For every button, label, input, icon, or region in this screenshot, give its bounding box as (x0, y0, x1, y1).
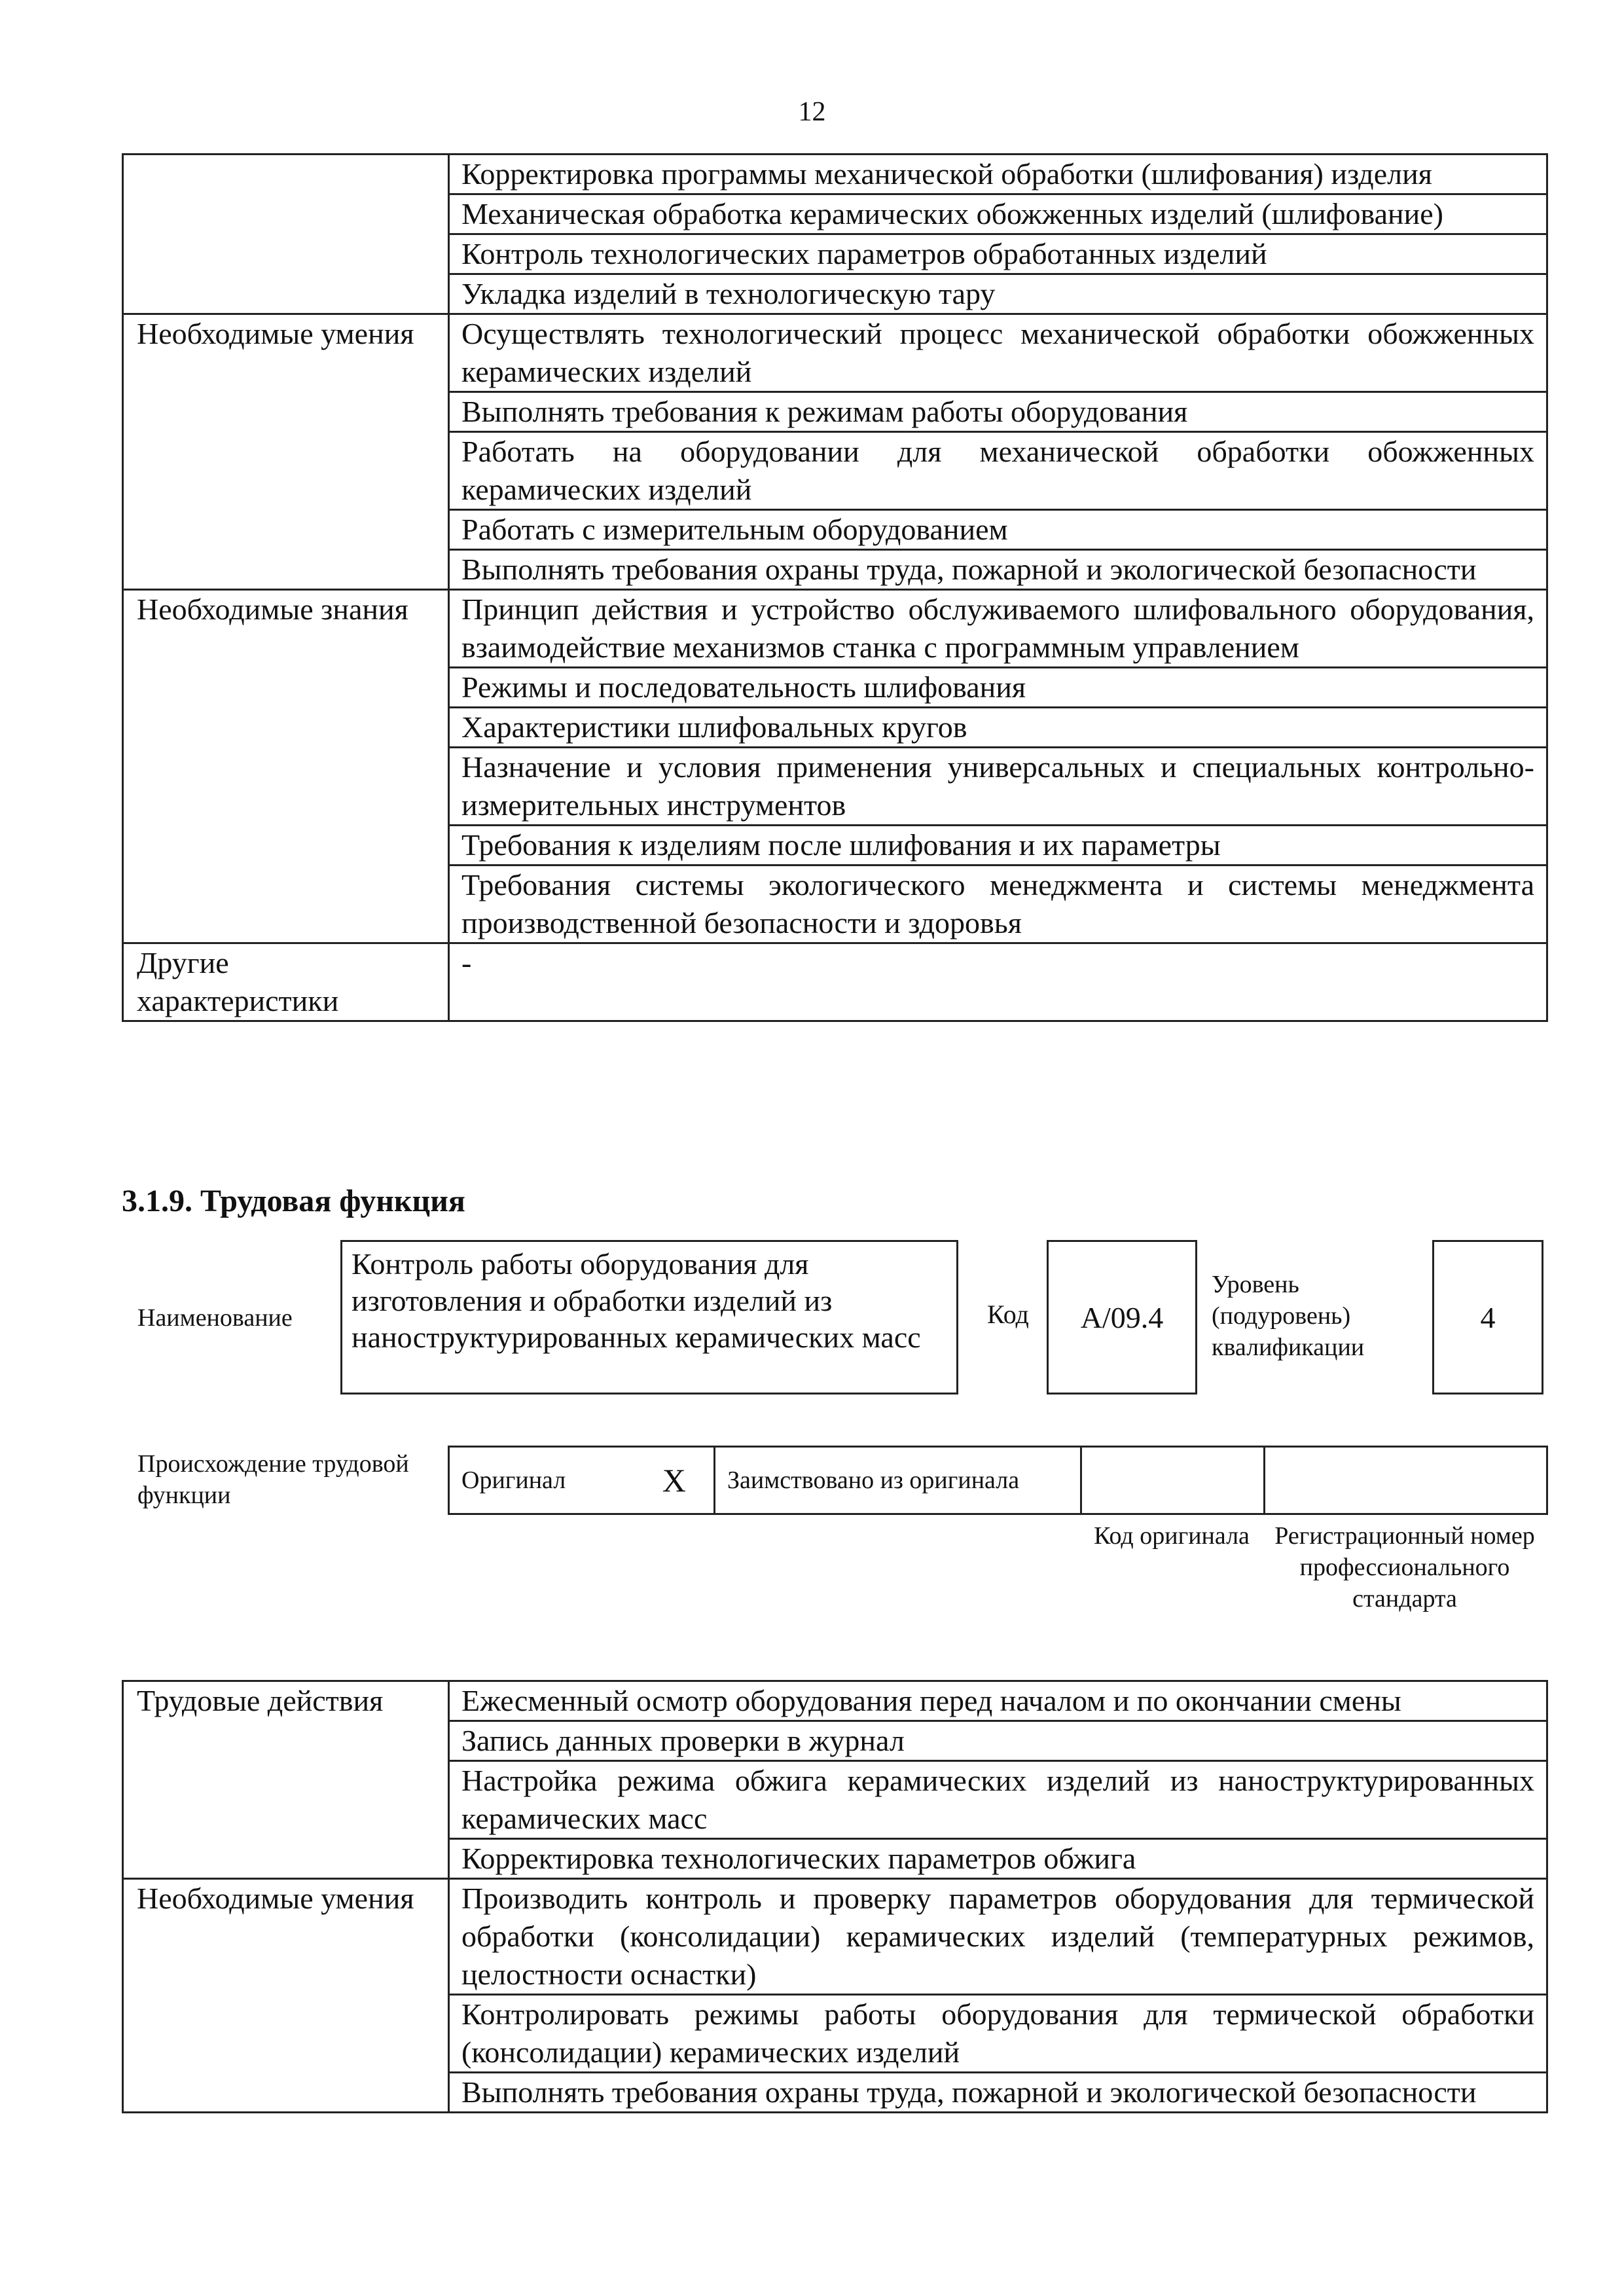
list-item: Требования системы экологического менеджмента и системы менеджмента производственной безопасности и здоровья (449, 866, 1547, 943)
page-number: 12 (798, 97, 826, 127)
level-label: Уровень (подуровень) квалификации (1212, 1271, 1365, 1361)
list-item: Механическая обработка керамических обожженных изделий (шлифование) (449, 194, 1547, 234)
code-box: A/09.4 (1047, 1240, 1197, 1394)
reg-number-caption: Регистрационный номер профессионального стандарта (1274, 1522, 1535, 1613)
code-label: Код (987, 1300, 1029, 1329)
origin-mark: X (635, 1447, 715, 1514)
row-label-empty (123, 155, 449, 314)
list-item: Режимы и последовательность шлифования (449, 668, 1547, 708)
row-label-actions: Трудовые действия (123, 1681, 449, 1879)
origin-original: Оригинал (449, 1447, 635, 1514)
section-title: 3.1.9. Трудовая функция (122, 1184, 465, 1218)
row-label-other: Другие характеристики (123, 943, 449, 1021)
list-item: Ежесменный осмотр оборудования перед началом и по окончании смены (449, 1681, 1547, 1721)
list-item: Производить контроль и проверку параметров оборудования для термической обработки (консолидации) керамических изделий (температурных режимов, целостности оснастки) (449, 1879, 1547, 1995)
level-box: 4 (1432, 1240, 1543, 1394)
list-item: Запись данных проверки в журнал (449, 1721, 1547, 1761)
origin-label: Происхождение трудовой функции (137, 1450, 409, 1509)
list-item: Корректировка технологических параметров обжига (449, 1839, 1547, 1879)
code-original-caption: Код оригинала (1094, 1522, 1250, 1550)
row-label-skills: Необходимые умения (123, 1879, 449, 2113)
list-item: Характеристики шлифовальных кругов (449, 708, 1547, 748)
list-item: Настройка режима обжига керамических изделий из наноструктурированных керамических масс (449, 1761, 1547, 1839)
name-label: Наименование (137, 1304, 293, 1332)
row-label-knowledge: Необходимые знания (123, 590, 449, 943)
function-name-box: Контроль работы оборудования для изготовления и обработки изделий из наноструктурированных керамических масс (340, 1240, 958, 1394)
list-item: Выполнять требования охраны труда, пожарной и экологической безопасности (449, 550, 1547, 590)
origin-reg-cell (1265, 1447, 1547, 1514)
list-item: Работать на оборудовании для механической обработки обожженных керамических изделий (449, 432, 1547, 510)
list-item: Контроль технологических параметров обработанных изделий (449, 234, 1547, 274)
list-item: Выполнять требования охраны труда, пожарной и экологической безопасности (449, 2073, 1547, 2113)
origin-code-cell (1081, 1447, 1265, 1514)
list-item: Работать с измерительным оборудованием (449, 510, 1547, 550)
origin-table (448, 1446, 1548, 1515)
origin-borrowed: Заимствовано из оригинала (715, 1447, 1081, 1514)
list-item: Требования к изделиям после шлифования и их параметры (449, 826, 1547, 866)
list-item: Принцип действия и устройство обслуживаемого шлифовального оборудования, взаимодействие механизмов станка с программным управлением (449, 590, 1547, 668)
list-item: Укладка изделий в технологическую тару (449, 274, 1547, 314)
list-item: Назначение и условия применения универсальных и специальных контрольно-измерительных инструментов (449, 748, 1547, 826)
row-label-skills: Необходимые умения (123, 314, 449, 590)
list-item: Контролировать режимы работы оборудования для термической обработки (консолидации) керамических изделий (449, 1995, 1547, 2073)
competency-table-continued (122, 153, 1548, 1022)
list-item: Выполнять требования к режимам работы оборудования (449, 392, 1547, 432)
labor-actions-table (122, 1680, 1548, 2113)
list-item: Осуществлять технологический процесс механической обработки обожженных керамических изделий (449, 314, 1547, 392)
list-item: Корректировка программы механической обработки (шлифования) изделия (449, 155, 1547, 194)
list-item: - (449, 943, 1547, 1021)
